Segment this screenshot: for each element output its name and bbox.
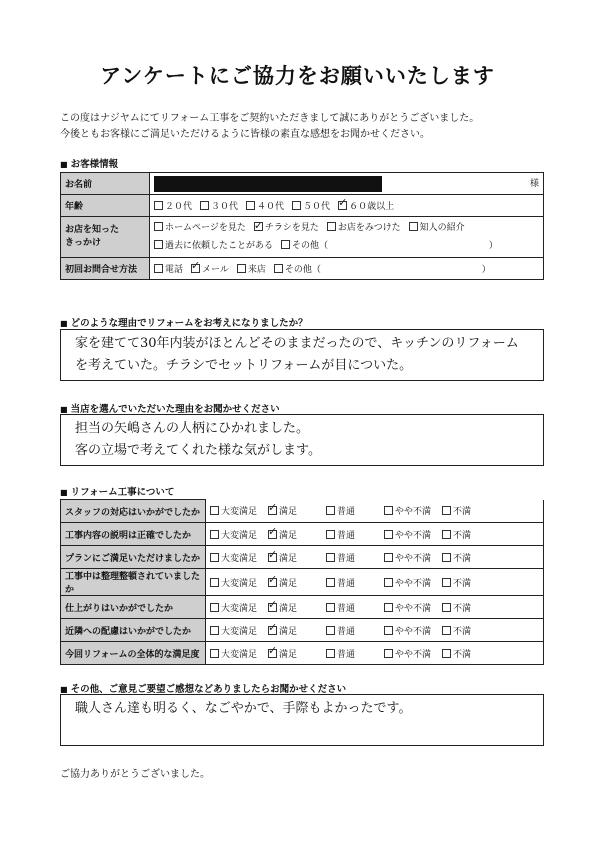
rating-choice-0-label: 大変満足 [221,649,258,660]
rating-choice-wrapper [268,601,326,614]
checkbox-icon[interactable] [268,506,277,515]
checkbox-icon[interactable] [210,649,219,658]
rating-choice-0[interactable] [210,576,257,589]
rating-choice-0-label: 大変満足 [221,578,258,589]
rating-choice-2[interactable] [326,601,355,614]
trigger-option-1-label: チラシを見た [264,223,319,233]
rating-choice-wrapper [268,528,326,541]
q2-heading: ■ 当店を選んでいただいた理由をお聞かせください [60,401,280,415]
rating-choice-wrapper [442,551,500,564]
rating-question: 今回リフォームの全体的な満足度 [61,642,206,665]
rating-choice-4-label: 不満 [453,626,472,637]
checkbox-icon[interactable] [384,506,393,515]
rating-choice-wrapper [442,624,500,637]
rating-choice-wrapper [326,647,384,660]
rating-choice-wrapper [326,528,384,541]
thanks-text: ご協力ありがとうございました。 [60,769,210,780]
rating-choices [206,546,544,569]
age-option-1-label: ３０代 [211,202,239,212]
checkbox-icon[interactable] [326,626,335,635]
rating-choices [206,642,544,665]
name-suffix: 様 [529,178,539,189]
rating-choice-4-label: 不満 [453,553,472,564]
rating-row [61,546,544,569]
age-option-0[interactable] [154,199,192,212]
q2-answer-line-2: 客の立場で考えてくれた様な気がします。 [75,443,321,458]
trigger-label-line-1: お店を知った [65,225,120,235]
q1-answer-box[interactable] [60,329,544,381]
page-title: アンケートにご協力をお願いいたします [100,64,495,88]
rating-choice-1-label: 満足 [279,507,298,518]
rating-choice-0[interactable] [210,551,257,564]
intro-text [60,111,479,143]
rating-choice-0[interactable] [210,624,257,637]
q1-answer-line-1: 家を建てて30年内装がほとんどそのままだったので、キッチンのリフォーム [75,336,519,351]
rating-question: 工事内容の説明は正確でしたか [61,523,206,546]
checkbox-icon[interactable] [338,201,347,210]
rating-choice-wrapper [210,504,268,517]
rating-choices [206,569,544,596]
rating-choice-wrapper [384,576,442,589]
age-option-2-label: ４０代 [257,202,285,212]
rating-choice-wrapper [326,576,384,589]
rating-choice-wrapper [210,528,268,541]
rating-choice-0-label: 大変満足 [221,553,258,564]
rating-choice-wrapper [268,624,326,637]
checkbox-icon[interactable] [442,553,451,562]
contact-option-1[interactable] [191,262,229,275]
rating-choice-1[interactable] [268,528,297,541]
trigger-option-0-label: ホームページを見た [165,223,246,233]
rating-choice-3[interactable] [384,551,431,564]
rating-choice-1[interactable] [268,647,297,660]
age-option-2[interactable] [246,199,284,212]
checkbox-icon[interactable] [154,201,163,210]
checkbox-icon[interactable] [292,201,301,210]
checkbox-icon[interactable] [210,578,219,587]
checkbox-icon[interactable] [210,626,219,635]
q3-answer-box[interactable] [60,694,544,746]
rating-choice-3-label: やや不満 [395,626,432,637]
rating-choice-0-label: 大変満足 [221,507,258,518]
rating-choice-0[interactable] [210,647,257,660]
rating-choice-4-label: 不満 [453,507,472,518]
rating-choice-1-label: 満足 [279,553,298,564]
rating-choice-4[interactable] [442,647,471,660]
contact-option-3-label: その他（ [284,265,321,275]
checkbox-icon[interactable] [210,506,219,515]
checkbox-icon[interactable] [326,649,335,658]
rating-choice-4-label: 不満 [453,649,472,660]
checkbox-icon[interactable] [384,530,393,539]
rating-choice-0-label: 大変満足 [221,530,258,541]
trigger-option-row2-0[interactable] [154,237,273,255]
rating-choices [206,596,544,619]
checkbox-icon[interactable] [326,578,335,587]
rating-choice-1[interactable] [268,624,297,637]
q1-answer-line-2: を考えていた。チラシでセットリフォームが目についた。 [75,358,413,373]
rating-choice-3-label: やや不満 [395,603,432,614]
rating-choice-4-label: 不満 [453,578,472,589]
q2-answer-line-1: 担当の矢嶋さんの人柄にひかれました。 [75,421,310,436]
intro-line-2: 今後ともお客様にご満足いただけるように皆様の素直な感想をお聞かせください。 [60,129,430,140]
trigger-option-row2-0-label: 過去に依頼したことがある [165,241,274,251]
trigger-close-paren: ） [488,241,498,251]
checkbox-icon[interactable] [210,530,219,539]
rating-choice-wrapper [268,576,326,589]
rating-table [60,499,544,665]
name-field[interactable] [150,173,544,195]
checkbox-icon[interactable] [327,222,336,231]
rating-choice-wrapper [210,551,268,564]
checkbox-icon[interactable] [442,626,451,635]
rating-choice-3-label: やや不満 [395,553,432,564]
rating-choices [206,500,544,523]
rating-row [61,500,544,523]
checkbox-icon[interactable] [210,603,219,612]
rating-choice-1[interactable] [268,504,297,517]
contact-option-1-label: メール [202,265,229,275]
checkbox-icon[interactable] [409,222,418,231]
rating-choice-4-label: 不満 [453,603,472,614]
checkbox-icon[interactable] [268,626,277,635]
rating-choice-2[interactable] [326,576,355,589]
trigger-option-2[interactable] [327,219,401,237]
contact-option-2-label: 来店 [247,265,266,275]
rating-choice-1-label: 満足 [279,603,298,614]
rating-row [61,642,544,665]
checkbox-icon[interactable] [384,553,393,562]
rating-heading: ■ リフォーム工事について [60,484,174,498]
checkbox-icon[interactable] [268,603,277,612]
rating-choice-0-label: 大変満足 [221,626,258,637]
trigger-option-row2-1[interactable] [281,237,328,255]
checkbox-icon[interactable] [442,603,451,612]
rating-row [61,619,544,642]
checkbox-icon[interactable] [326,530,335,539]
contact-option-2[interactable] [237,262,266,275]
rating-choice-1[interactable] [268,576,297,589]
q3-heading: ■ その他、ご意見ご要望ご感想などありましたらお聞かせください [60,681,346,695]
rating-choice-1-label: 満足 [279,578,298,589]
rating-choice-4[interactable] [442,576,471,589]
rating-choice-2[interactable] [326,528,355,541]
rating-choice-3[interactable] [384,576,431,589]
rating-choice-2[interactable] [326,624,355,637]
trigger-options-row-2 [154,237,539,255]
checkbox-icon[interactable] [326,603,335,612]
rating-question: スタッフの対応はいかがでしたか [61,500,206,523]
rating-choice-wrapper [210,601,268,614]
rating-choice-0[interactable] [210,528,257,541]
rating-choice-3[interactable] [384,601,431,614]
trigger-label [61,217,150,258]
rating-choice-4-label: 不満 [453,530,472,541]
checkbox-icon[interactable] [442,578,451,587]
age-option-4[interactable] [338,199,394,212]
checkbox-icon[interactable] [268,530,277,539]
age-option-1[interactable] [200,199,238,212]
rating-choice-wrapper [384,647,442,660]
contact-label: 初回お問合せ方法 [61,258,150,280]
trigger-option-0[interactable] [154,219,246,237]
customer-info-table [60,172,544,280]
rating-choice-wrapper [326,601,384,614]
rating-choice-3[interactable] [384,504,431,517]
contact-options [150,258,544,280]
contact-option-3[interactable] [274,262,321,275]
rating-choice-2-label: 普通 [337,578,356,589]
rating-choices [206,619,544,642]
trigger-option-3-label: 知人の紹介 [419,223,465,233]
q3-answer-line-1: 職人さん達も明るく、なごやかで、手際もよかったです。 [75,701,412,716]
age-options [150,195,544,217]
trigger-options [150,217,544,258]
trigger-options-row-1 [154,219,539,237]
contact-close-paren: ） [481,265,491,275]
checkbox-icon[interactable] [326,506,335,515]
intro-line-1: この度はナジヤムにてリフォーム工事をご契約いただきまして誠にありがとうございました。 [60,113,480,124]
rating-row [61,523,544,546]
age-option-0-label: ２０代 [165,202,193,212]
rating-choice-1-label: 満足 [279,626,298,637]
rating-choice-wrapper [442,647,500,660]
trigger-option-3[interactable] [409,219,465,237]
trigger-option-2-label: お店をみつけた [337,223,401,233]
rating-question: 工事中は整理整頓されていましたか [61,569,206,596]
rating-choice-3-label: やや不満 [395,649,432,660]
rating-choice-4[interactable] [442,551,471,564]
trigger-option-row2-1-label: その他（ [292,241,329,251]
rating-choice-2-label: 普通 [337,507,356,518]
rating-choice-2[interactable] [326,647,355,660]
rating-choice-3[interactable] [384,528,431,541]
rating-choice-wrapper [268,551,326,564]
rating-choice-0[interactable] [210,504,257,517]
rating-choice-0-label: 大変満足 [221,603,258,614]
rating-choice-wrapper [326,551,384,564]
rating-choice-4[interactable] [442,624,471,637]
checkbox-icon[interactable] [384,578,393,587]
rating-choice-2-label: 普通 [337,603,356,614]
rating-row [61,596,544,619]
checkbox-icon[interactable] [384,626,393,635]
rating-choice-wrapper [326,624,384,637]
checkbox-icon[interactable] [326,553,335,562]
checkbox-icon[interactable] [442,530,451,539]
rating-choice-3-label: やや不満 [395,530,432,541]
q2-answer-box[interactable] [60,414,544,466]
customer-info-heading: ■ お客様情報 [60,156,118,170]
rating-choice-wrapper [210,576,268,589]
checkbox-icon[interactable] [254,222,263,231]
contact-option-0[interactable] [154,262,183,275]
rating-choice-1[interactable] [268,551,297,564]
rating-choice-1-label: 満足 [279,649,298,660]
rating-choice-2-label: 普通 [337,530,356,541]
rating-choice-4[interactable] [442,601,471,614]
checkbox-icon[interactable] [268,649,277,658]
rating-choice-2-label: 普通 [337,649,356,660]
rating-choice-wrapper [210,647,268,660]
rating-choice-2-label: 普通 [337,553,356,564]
rating-choice-wrapper [384,528,442,541]
checkbox-icon[interactable] [384,649,393,658]
rating-choice-wrapper [442,601,500,614]
rating-choice-0[interactable] [210,601,257,614]
checkbox-icon[interactable] [384,603,393,612]
rating-choice-wrapper [326,504,384,517]
rating-choice-wrapper [442,528,500,541]
contact-option-0-label: 電話 [165,265,184,275]
trigger-label-line-2: きっかけ [65,238,102,248]
checkbox-icon[interactable] [191,264,200,273]
rating-choice-wrapper [442,504,500,517]
rating-choice-3[interactable] [384,624,431,637]
checkbox-icon[interactable] [246,201,255,210]
rating-choice-wrapper [210,624,268,637]
rating-choice-3[interactable] [384,647,431,660]
checkbox-icon[interactable] [281,240,290,249]
rating-question: 近隣への配慮はいかがでしたか [61,619,206,642]
rating-choice-wrapper [384,624,442,637]
rating-choice-2-label: 普通 [337,626,356,637]
checkbox-icon[interactable] [268,553,277,562]
q1-heading: ■ どのような理由でリフォームをお考えになりましたか？ [60,315,308,329]
checkbox-icon[interactable] [154,240,163,249]
age-option-4-label: ６０歳以上 [349,202,395,212]
rating-choice-2[interactable] [326,551,355,564]
rating-choice-wrapper [268,504,326,517]
checkbox-icon[interactable] [154,264,163,273]
rating-choice-1[interactable] [268,601,297,614]
name-label: お名前 [61,173,150,195]
rating-choice-wrapper [268,647,326,660]
checkbox-icon[interactable] [442,506,451,515]
trigger-option-1[interactable] [254,219,319,237]
rating-question: プランにご満足いただけましたか [61,546,206,569]
checkbox-icon[interactable] [237,264,246,273]
checkbox-icon[interactable] [200,201,209,210]
rating-choice-4[interactable] [442,528,471,541]
checkbox-icon[interactable] [154,222,163,231]
rating-choice-3-label: やや不満 [395,578,432,589]
checkbox-icon[interactable] [442,649,451,658]
redacted-name [154,176,382,192]
age-label: 年齢 [61,195,150,217]
rating-choice-2[interactable] [326,504,355,517]
rating-choice-1-label: 満足 [279,530,298,541]
rating-question: 仕上がりはいかがでしたか [61,596,206,619]
rating-choice-3-label: やや不満 [395,507,432,518]
rating-choice-wrapper [384,551,442,564]
checkbox-icon[interactable] [268,578,277,587]
rating-choice-wrapper [442,576,500,589]
age-option-3-label: ５０代 [303,202,331,212]
rating-choice-4[interactable] [442,504,471,517]
age-option-3[interactable] [292,199,330,212]
checkbox-icon[interactable] [274,264,283,273]
rating-choices [206,523,544,546]
rating-row [61,569,544,596]
rating-choice-wrapper [384,504,442,517]
rating-choice-wrapper [384,601,442,614]
checkbox-icon[interactable] [210,553,219,562]
